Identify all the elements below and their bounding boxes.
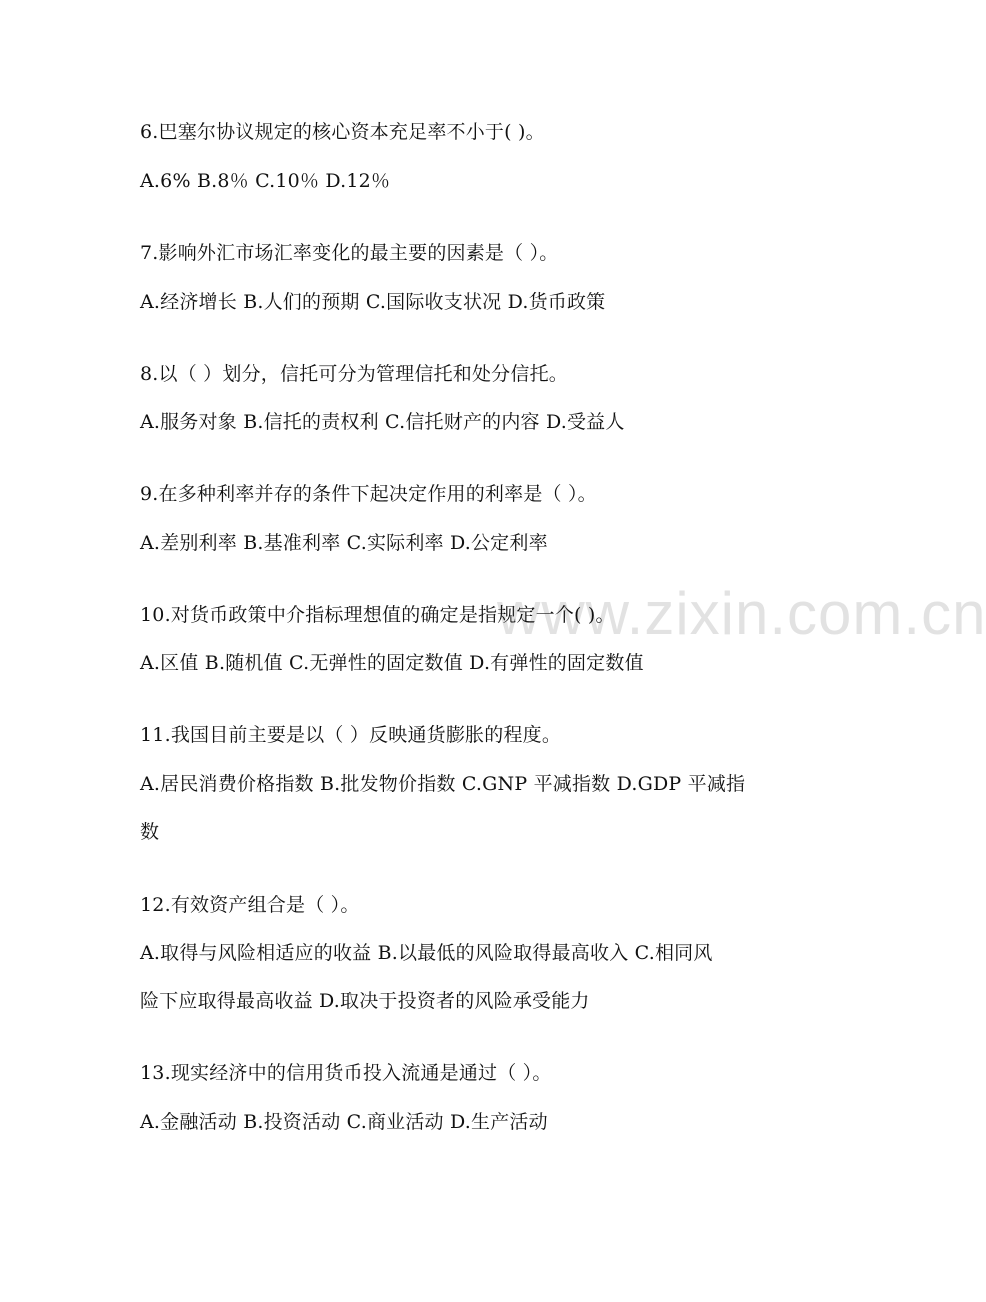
question-options: A.差别利率 B.基准利率 C.实际利率 D.公定利率 (140, 532, 548, 554)
question-options-continued: 险下应取得最高收益 D.取决于投资者的风险承受能力 (140, 990, 590, 1012)
question-stem: 11.我国目前主要是以（ ）反映通货膨胀的程度。 (140, 724, 562, 746)
watermark: www.zixin.com.cn (497, 580, 986, 647)
question-options: A.居民消费价格指数 B.批发物价指数 C.GNP 平减指数 D.GDP 平减指 (140, 773, 746, 795)
question-stem: 13.现实经济中的信用货币投入流通是通过（ ）。 (140, 1062, 552, 1084)
question-stem: 7.影响外汇市场汇率变化的最主要的因素是（ ）。 (140, 242, 559, 264)
question-options: A.服务对象 B.信托的责权利 C.信托财产的内容 D.受益人 (140, 411, 625, 433)
question-stem: 6.巴塞尔协议规定的核心资本充足率不小于( )。 (140, 121, 545, 143)
question-stem: 12.有效资产组合是（ ）。 (140, 894, 360, 916)
question-stem: 9.在多种利率并存的条件下起决定作用的利率是（ ）。 (140, 483, 597, 505)
question-options-continued: 数 (140, 821, 160, 843)
question-stem: 8.以（ ）划分，信托可分为管理信托和处分信托。 (140, 363, 568, 385)
question-options: A.6% B.8％ C.10％ D.12％ (140, 170, 391, 192)
question-options: A.取得与风险相适应的收益 B.以最低的风险取得最高收入 C.相同风 (140, 942, 713, 964)
question-options: A.区值 B.随机值 C.无弹性的固定数值 D.有弹性的固定数值 (140, 652, 644, 674)
question-options: A.金融活动 B.投资活动 C.商业活动 D.生产活动 (140, 1111, 548, 1133)
question-stem: 10.对货币政策中介指标理想值的确定是指规定一个( )。 (140, 604, 615, 626)
question-options: A.经济增长 B.人们的预期 C.国际收支状况 D.货币政策 (140, 291, 606, 313)
